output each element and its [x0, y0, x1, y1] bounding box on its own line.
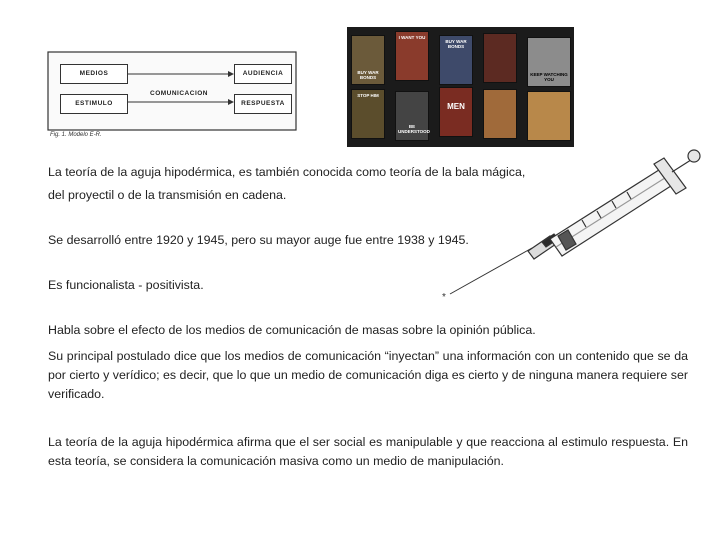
svg-text:*: * [442, 292, 446, 303]
paragraph-intro-line1: La teoría de la aguja hipodérmica, es también conocida como teoría de la bala mágica, [48, 165, 526, 179]
box-estimulo: ESTIMULO [60, 94, 128, 114]
poster: I WANT YOU [395, 31, 429, 81]
er-model-diagram [46, 50, 298, 142]
box-comunicacion: COMUNICACION [150, 90, 208, 97]
poster [483, 33, 517, 83]
poster [483, 89, 517, 139]
paragraph-postulate: Su principal postulado dice que los medios de comunicación “inyectan” una información con un contenido que se da por cierto y verídico; es decir, que lo que un medio de comunicación diga es cierto y de ninguna manera requiere ser verificado. [48, 349, 688, 401]
box-audiencia: AUDIENCIA [234, 64, 292, 84]
poster: BE UNDERSTOOD [395, 91, 429, 141]
paragraph-manipulation: La teoría de la aguja hipodérmica afirma que el ser social es manipulable y que reacciona al estimulo respuesta. En esta teoría, se considera la comunicación masiva como un medio de manipulación. [48, 435, 688, 468]
paragraph-intro-line2: del proyectil o de la transmisión en cadena. [48, 188, 287, 202]
poster: KEEP WATCHING YOU [527, 37, 571, 87]
poster [527, 91, 571, 141]
paragraph-school: Es funcionalista - positivista. [48, 278, 204, 292]
propaganda-poster-collage [347, 27, 574, 147]
paragraph-dates: Se desarrolló entre 1920 y 1945, pero su mayor auge fue entre 1938 y 1945. [48, 233, 469, 247]
diagram-caption: Fig. 1. Modelo E-R. [50, 132, 102, 138]
paragraph-effect: Habla sobre el efecto de los medios de comunicación de masas sobre la opinión pública. [48, 323, 536, 337]
poster: BUY WAR BONDS [439, 35, 473, 85]
box-respuesta: RESPUESTA [234, 94, 292, 114]
box-medios: MEDIOS [60, 64, 128, 84]
poster: MEN [439, 87, 473, 137]
poster: STOP HIM [351, 89, 385, 139]
poster: BUY WAR BONDS [351, 35, 385, 85]
